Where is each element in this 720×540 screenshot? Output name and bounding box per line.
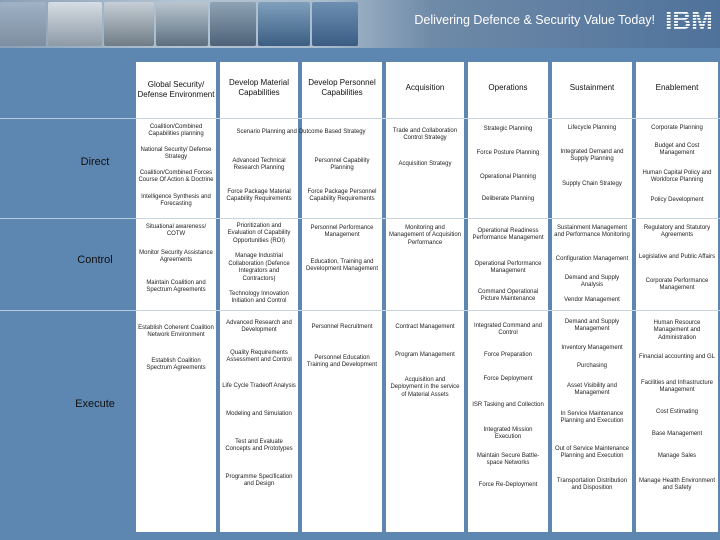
- capability-cell: Advanced Research and Development: [226, 319, 292, 333]
- row-label-execute: Execute: [75, 398, 115, 410]
- capability-cell: Deliberate Planning: [481, 196, 535, 203]
- capability-cell: Maintain Secure Battle-space Networks: [476, 452, 540, 466]
- column-header-5: Operations: [488, 83, 528, 92]
- capability-cell: Strategic Planning: [483, 126, 533, 133]
- capability-cell: Command Operational Picture Maintenance: [477, 288, 539, 302]
- capability-cell: Supply Chain Strategy: [562, 181, 622, 188]
- capability-cell: Regulatory and Statutory Agreements: [643, 224, 711, 238]
- capability-cell: Modeling and Simulation: [226, 411, 292, 418]
- capability-cell: Personnel Performance Management: [310, 224, 374, 238]
- capability-cell: Situational awareness/ COTW: [145, 223, 207, 237]
- capability-cell: Force Package Material Capability Requirements: [226, 188, 292, 202]
- capability-cell: Transportation Distribution and Disposition: [556, 477, 628, 491]
- capability-cell: Human Capital Policy and Workforce Planning: [642, 169, 712, 183]
- capability-cell: Force Package Personnel Capability Requirements: [307, 188, 377, 202]
- banner-photo-3: [104, 2, 154, 46]
- capability-cell: Monitor Security Assistance Agreements: [139, 249, 213, 263]
- capability-cell: Trade and Collaboration Control Strategy: [392, 127, 458, 141]
- capability-cell: Programme Specification and Design: [225, 473, 293, 487]
- capability-cell: Personnel Capability Planning: [314, 157, 370, 171]
- capability-cell: Operational Readiness Performance Management: [472, 227, 544, 241]
- capability-cell: Personnel Recruitment: [311, 324, 373, 331]
- banner-photo-4: [156, 2, 208, 46]
- capability-cell: Purchasing: [576, 363, 608, 370]
- capability-cell-span: Scenario Planning and Outcome Based Strategy: [236, 129, 366, 136]
- capability-cell: Force Preparation: [483, 352, 533, 359]
- capability-cell: Force Deployment: [483, 376, 533, 383]
- capability-cell: Operational Performance Management: [474, 260, 542, 274]
- column-header-6: Sustainment: [569, 83, 615, 92]
- column-header-2: Develop Material Capabilities: [228, 78, 290, 97]
- row-label-control: Control: [77, 254, 113, 266]
- page-title: Delivering Defence & Security Value Today!: [414, 13, 655, 27]
- capability-cell: Demand and Supply Management: [564, 318, 620, 332]
- capability-cell: Coalition/Combined Capabilities planning: [148, 123, 204, 137]
- capability-cell: ISR Tasking and Collection: [472, 402, 544, 409]
- banner-photo-2: [48, 2, 102, 46]
- capability-cell: Prioritization and Evaluation of Capability Opportunities (ROI): [227, 222, 291, 244]
- capability-cell: Corporate Planning: [651, 125, 703, 132]
- capability-cell: Life Cycle Tradeoff Analysis: [222, 383, 296, 390]
- column-header-1: Global Security/ Defense Environment: [137, 80, 215, 99]
- capability-cell: Human Resource Management and Administration: [653, 319, 701, 341]
- capability-cell: Advanced Technical Research Planning: [232, 157, 286, 171]
- capability-cell: Facilities and Infrastructure Management: [640, 379, 714, 393]
- capability-cell: Establish Coherent Coalition Network Environment: [138, 324, 214, 338]
- banner-photo-1: [0, 2, 46, 46]
- capability-cell: Personnel Education Training and Development: [306, 354, 378, 368]
- capability-cell: Acquisition and Deployment in the service of Material Assets: [390, 376, 460, 398]
- capability-cell: Demand and Supply Analysis: [564, 274, 620, 288]
- row-label-direct: Direct: [80, 156, 110, 168]
- capability-cell: Policy Development: [650, 197, 704, 204]
- capability-cell: Integrated Command and Control: [473, 322, 543, 336]
- capability-cell: Education, Training and Development Management: [305, 258, 379, 272]
- capability-cell: Contract Management: [395, 324, 455, 331]
- column-header-4: Acquisition: [405, 83, 445, 92]
- ibm-logo-text: IBM: [665, 6, 713, 32]
- capability-cell: Cost Estimating: [655, 409, 698, 416]
- capability-cell: Program Management: [395, 352, 455, 359]
- capability-cell: Operational Planning: [479, 174, 537, 181]
- capability-cell: Financial accounting and GL: [638, 354, 716, 361]
- capability-cell: National Security/ Defense Strategy: [140, 146, 212, 160]
- capability-cell: Force Posture Planning: [476, 150, 540, 157]
- column-header-7: Enablement: [655, 83, 699, 92]
- capability-cell: Corporate Performance Management: [645, 277, 709, 291]
- capability-cell: Test and Evaluate Concepts and Prototypes: [225, 438, 293, 452]
- column-header-3: Develop Personnel Capabilities: [308, 78, 376, 97]
- capability-cell: Budget and Cost Management: [654, 142, 700, 156]
- header-banner: [0, 0, 720, 48]
- capability-cell: Acquisition Strategy: [398, 161, 452, 168]
- capability-cell: Vendor Management: [564, 297, 620, 304]
- capability-cell: Establish Coalition Spectrum Agreements: [146, 357, 206, 371]
- banner-photo-6: [258, 2, 310, 46]
- capability-cell: Out of Service Maintenance Planning and Execution: [554, 445, 630, 459]
- capability-cell: Force Re-Deployment: [478, 482, 538, 489]
- capability-cell: Coalition/Combined Forces Course Of Action & Doctrine: [138, 169, 214, 183]
- capability-cell: Inventory Management: [561, 345, 623, 352]
- capability-cell: Configuration Management: [555, 256, 629, 263]
- capability-cell: Lifecycle Planning: [567, 125, 617, 132]
- capability-cell: Intelligence Synthesis and Forecasting: [141, 193, 211, 207]
- capability-cell: Manage Sales: [657, 453, 697, 460]
- banner-photo-5: [210, 2, 256, 46]
- capability-cell: Integrated Demand and Supply Planning: [560, 148, 624, 162]
- capability-cell: Sustainment Management and Performance Monitoring: [554, 224, 630, 238]
- capability-cell: Maintain Coalition and Spectrum Agreements: [146, 279, 206, 293]
- banner-photo-7: [312, 2, 358, 46]
- capability-cell: Technology Innovation Initiation and Control: [229, 290, 289, 304]
- capability-cell: Asset Visibility and Management: [567, 382, 617, 396]
- capability-cell: Base Management: [651, 431, 703, 438]
- ibm-logo: [660, 6, 718, 32]
- capability-cell: In Service Maintenance Planning and Execution: [560, 410, 624, 424]
- capability-cell: Legislative and Public Affairs: [638, 254, 716, 261]
- capability-cell: Manage Health Environment and Safety: [638, 477, 716, 491]
- capability-cell: Integrated Mission Execution: [483, 426, 533, 440]
- capability-cell: Manage Industrial Collaboration (Defence Integrators and Contractors): [228, 253, 290, 282]
- capability-cell: Monitoring and Management of Acquisition Performance: [388, 224, 462, 246]
- capability-cell: Quality Requirements Assessment and Control: [226, 349, 292, 363]
